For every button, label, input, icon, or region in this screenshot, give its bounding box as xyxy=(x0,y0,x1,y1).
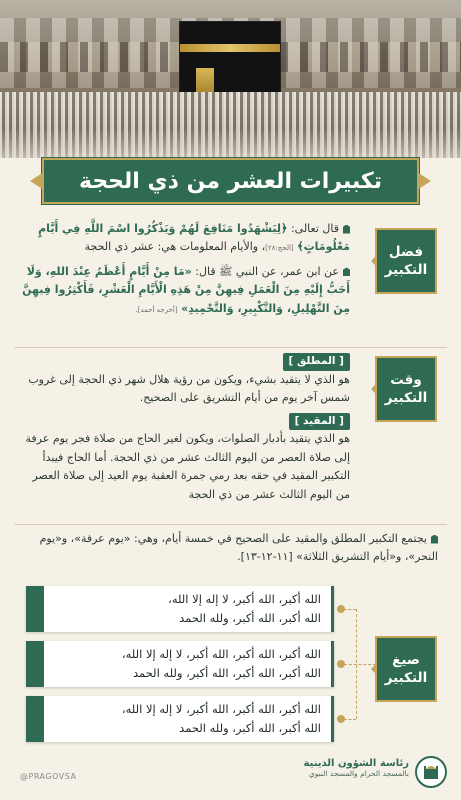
section-label-formulas: صيغ التكبير xyxy=(375,636,437,702)
divider xyxy=(14,347,447,348)
tag-absolute: [ المطلق ] xyxy=(283,353,351,371)
absolute-tag-row xyxy=(18,352,350,371)
restricted-description: هو الذي يتقيد بأدبار الصلوات، ويكون لغير الحاج من صلاة فجر يوم عرفة إلى صلاة العصر من اليوم الثالث عشر من ذي الحجة. أما الحاج فيبدأ التكبير المقيد في حقه بعد رمي جمرة العقبة يوم العيد إلى صلاة العصر من اليوم الثالث عشر من ذي الحجة xyxy=(25,432,350,501)
section-label-line2: التكبير xyxy=(384,262,428,278)
connector-line xyxy=(344,719,356,720)
combined-paragraph: يجتمع التكبير المطلق والمقيد على الصحيح في خمسة أيام، وهي: «يوم عرفة»، و«يوم النحر»، و«أيام التشريق الثلاثة» [١١-١٢-١٣]. xyxy=(39,532,438,564)
section-label-line1: فضل xyxy=(388,243,424,260)
connector-line xyxy=(344,609,356,610)
timing-text xyxy=(18,352,350,504)
bullet-icon xyxy=(343,267,350,276)
organization-logo-icon xyxy=(415,756,447,788)
connector-line xyxy=(344,664,376,665)
organization-name: رئاسة الشؤون الدينية بالمسجد الحرام والمسجد النبوي xyxy=(303,758,409,778)
header-photo-kaaba xyxy=(0,0,461,158)
social-handle: @PRAGOVSA xyxy=(20,772,77,781)
quran-reference: [الحج:٢٨] xyxy=(265,244,294,253)
page-title: تكبيرات العشر من ذي الحجة xyxy=(78,168,382,194)
quran-verse: ﴿لِيَشْهَدُوا مَنَافِعَ لَهُمْ وَيَذْكُرُوا اسْمَ اللَّهِ فِي أَيَّامٍ مَعْلُومَاتٍ﴾ xyxy=(38,222,350,254)
tag-restricted: [ المقيد ] xyxy=(289,413,350,431)
title-banner xyxy=(42,158,419,204)
gold-dot-icon xyxy=(337,660,345,668)
virtue-text xyxy=(18,220,350,318)
formula-card-2: الله أكبر، الله أكبر، الله أكبر، لا إله إلا الله، الله أكبر، الله أكبر، الله أكبر، ولله الحمد xyxy=(26,641,334,687)
combined-note xyxy=(18,530,438,567)
restricted-tag-row xyxy=(18,412,350,431)
divider xyxy=(14,524,447,525)
hadith-text: «مَا مِنْ أَيَّامٍ أَعْظَمُ عِنْدَ اللهِ، وَلَا أَحَبُّ إِلَيْهِ مِنَ الْعَمَلِ فِيهِنَّ مِنْ هَذِهِ الْأَيَّامِ الْعَشْرِ، فَأَكْثِرُوا فِيهِنَّ مِنَ التَّهْلِيلِ، وَالتَّكْبِيرِ، وَالتَّحْمِيدِ» xyxy=(22,264,350,315)
absolute-description: هو الذي لا يتقيد بشيء، ويكون من رؤية هلال شهر ذي الحجة إلى غروب شمس آخر يوم من أيام التشريق على الصحيح. xyxy=(28,372,350,405)
bullet-icon xyxy=(431,535,438,544)
bullet-icon xyxy=(343,225,350,234)
formula-card-3: الله أكبر، الله أكبر، الله أكبر، لا إله إلا الله، الله أكبر، الله أكبر، ولله الحمد xyxy=(26,696,334,742)
virtue-paragraph-hadith: عن ابن عمر، عن النبي ﷺ قال: «مَا مِنْ أَيَّامٍ أَعْظَمُ عِنْدَ اللهِ، وَلَا أَحَبُّ إِلَيْهِ مِنَ الْعَمَلِ فِيهِنَّ مِنْ هَذِهِ الْأَيَّامِ الْعَشْرِ، فَأَكْثِرُوا فِيهِنَّ مِنَ التَّهْلِيلِ، وَالتَّكْبِيرِ، وَالتَّحْمِيدِ» [أخرجه أحمد]. xyxy=(22,264,350,315)
virtue-paragraph-quran: قال تعالى: ﴿لِيَشْهَدُوا مَنَافِعَ لَهُمْ وَيَذْكُرُوا اسْمَ اللَّهِ فِي أَيَّامٍ مَعْلُومَاتٍ﴾ [الحج:٢٨]، والأيام المعلومات هي: عشر ذي الحجة xyxy=(38,222,350,254)
section-label-virtue xyxy=(375,228,437,294)
section-label-timing: وقت التكبير xyxy=(375,356,437,422)
formula-card-1: الله أكبر، الله أكبر، لا إله إلا الله، الله أكبر، الله أكبر، ولله الحمد xyxy=(26,586,334,632)
gold-dot-icon xyxy=(337,715,345,723)
gold-dot-icon xyxy=(337,605,345,613)
hadith-reference: [أخرجه أحمد]. xyxy=(135,305,178,314)
